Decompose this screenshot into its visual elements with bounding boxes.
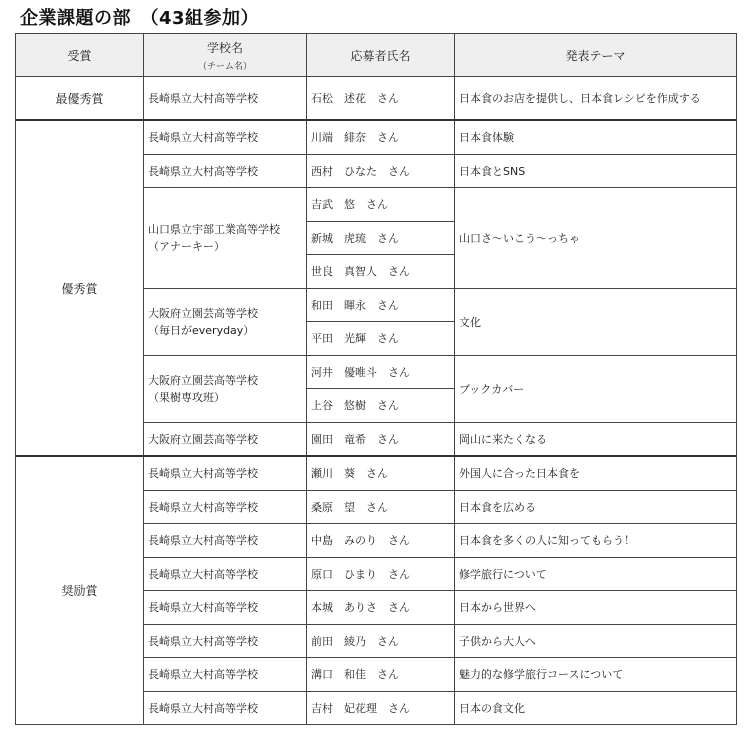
school-cell [144,120,307,154]
applicant-name: 石松 述花 さん [307,77,455,121]
school-name: 長崎県立大村高等学校 [148,668,258,682]
applicant-name: 吉村 妃花理 さん [307,691,455,725]
award-cell: 優秀賞 [16,120,144,456]
applicant-name: 世良 真智人 さん [307,255,455,289]
school-name: 長崎県立大村高等学校 [148,500,258,514]
applicant-name: 前田 綾乃 さん [307,624,455,658]
school-cell [144,422,307,456]
table-row [16,120,737,154]
school-cell [144,355,307,422]
school-cell [144,288,307,355]
school-name: 長崎県立大村高等学校 [148,534,258,548]
school-name: 大阪府立園芸高等学校 [148,373,258,387]
theme-cell: ブックカバー [455,355,737,422]
school-name: 長崎県立大村高等学校 [148,131,258,145]
theme-cell: 外国人に合った日本食を [455,456,737,490]
applicant-name: 中島 みのり さん [307,524,455,558]
school-cell [144,490,307,524]
applicant-name: 新城 虎琉 さん [307,221,455,255]
school-name: 長崎県立大村高等学校 [148,634,258,648]
header-theme: 発表テーマ [455,34,737,77]
theme-cell: 日本食体験 [455,120,737,154]
school-cell [144,154,307,188]
school-cell [144,456,307,490]
school-cell [144,77,307,121]
applicant-name: 溝口 和佳 さん [307,658,455,692]
header-school-label: 学校名 [206,40,243,55]
applicant-name: 西村 ひなた さん [307,154,455,188]
school-cell [144,188,307,289]
theme-cell: 日本食のお店を提供し、日本食レシピを作成する [455,77,737,121]
page-title: 企業課題の部 （43組参加） [20,8,260,29]
school-name: 大阪府立園芸高等学校 [148,306,258,320]
school-name: 長崎県立大村高等学校 [148,164,258,178]
award-cell: 奨励賞 [16,456,144,725]
school-name: 長崎県立大村高等学校 [148,601,258,615]
awards-table [15,33,737,725]
school-name: 大阪府立園芸高等学校 [148,432,258,446]
theme-cell: 日本の食文化 [455,691,737,725]
header-names: 応募者氏名 [307,34,455,77]
team-name: （毎日がeveryday） [148,323,255,337]
header-school [144,34,307,77]
applicant-name: 上谷 悠樹 さん [307,389,455,423]
theme-cell: 日本食とSNS [455,154,737,188]
applicant-name: 和田 暉永 さん [307,288,455,322]
theme-cell: 岡山に来たくなる [455,422,737,456]
school-name: 長崎県立大村高等学校 [148,92,258,105]
applicant-name: 平田 光輝 さん [307,322,455,356]
award-cell: 最優秀賞 [16,77,144,121]
applicant-name: 原口 ひまり さん [307,557,455,591]
school-name: 長崎県立大村高等学校 [148,567,258,581]
theme-cell: 文化 [455,288,737,355]
applicant-name: 河井 優唯斗 さん [307,355,455,389]
school-name: 長崎県立大村高等学校 [148,701,258,715]
theme-cell: 魅力的な修学旅行コースについて [455,658,737,692]
header-award: 受賞 [16,34,144,77]
applicant-name: 吉武 悠 さん [307,188,455,222]
school-cell [144,524,307,558]
school-cell [144,624,307,658]
theme-cell: 修学旅行について [455,557,737,591]
table-header-row [16,34,737,77]
team-name: （アナーキー） [148,239,225,253]
applicant-name: 瀬川 葵 さん [307,456,455,490]
school-cell [144,658,307,692]
theme-cell: 日本食を多くの人に知ってもらう！ [455,524,737,558]
header-team-label: （チーム名） [197,61,252,72]
school-name: 長崎県立大村高等学校 [148,467,258,481]
theme-cell: 山口さ〜いこう〜っちゃ [455,188,737,289]
theme-cell: 子供から大人へ [455,624,737,658]
school-name: 山口県立宇部工業高等学校 [148,222,280,236]
applicant-name: 川端 緋奈 さん [307,120,455,154]
school-cell [144,557,307,591]
theme-cell: 日本食を広める [455,490,737,524]
school-cell [144,591,307,625]
team-name: （果樹専攻班） [148,390,225,404]
theme-cell: 日本から世界へ [455,591,737,625]
school-cell [144,691,307,725]
applicant-name: 桑原 望 さん [307,490,455,524]
table-row [16,456,737,490]
table-body [16,77,737,725]
applicant-name: 本城 ありさ さん [307,591,455,625]
table-row [16,77,737,121]
applicant-name: 園田 竜希 さん [307,422,455,456]
